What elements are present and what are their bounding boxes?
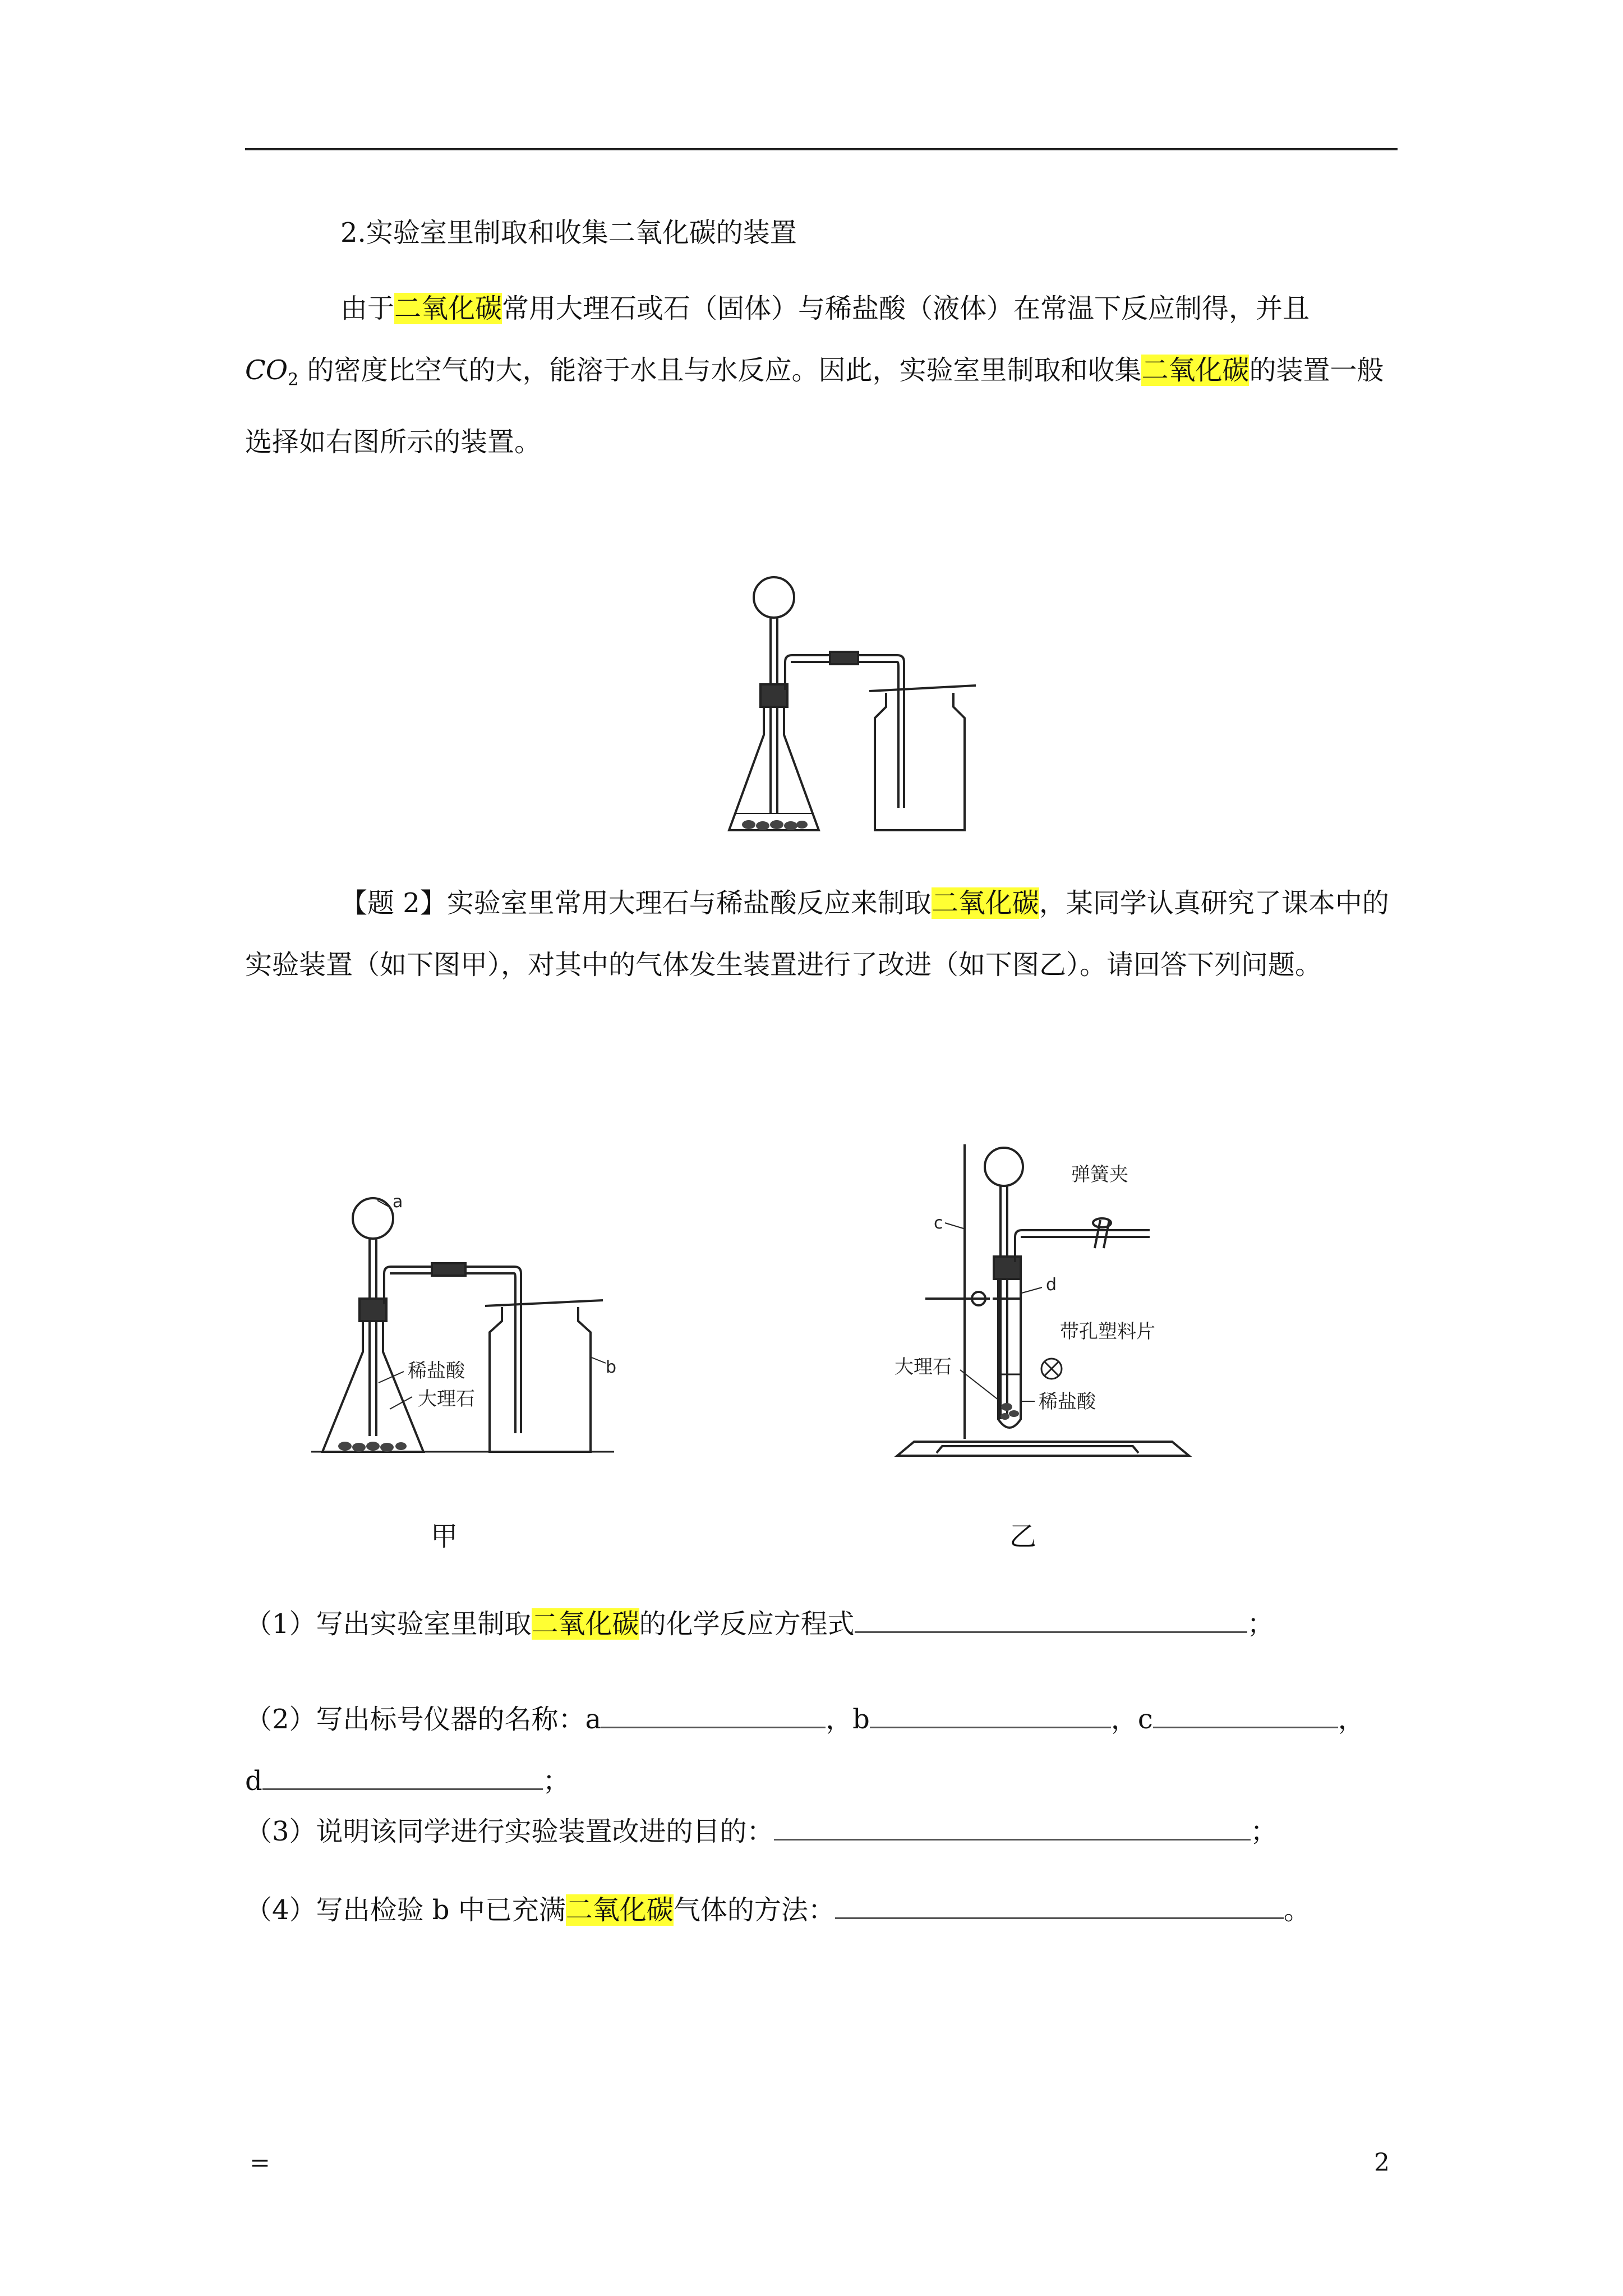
header-rule [245, 148, 1398, 150]
label-acid: 稀盐酸 [1039, 1391, 1096, 1413]
answer-blank-a[interactable] [601, 1706, 826, 1728]
section-heading: 2.实验室里制取和收集二氧化碳的装置 [340, 217, 797, 249]
answer-blank[interactable] [774, 1819, 1251, 1841]
answer-blank[interactable] [855, 1611, 1247, 1633]
page-number: 2 [1374, 2148, 1390, 2177]
question-part-2: （2）写出标号仪器的名称：a ，b ，c ， d ； [245, 1704, 1365, 1797]
label-marble: 大理石 [895, 1356, 952, 1378]
caption-yi: 乙 [1009, 1521, 1037, 1552]
apparatus-figure-jia [311, 1184, 617, 1464]
highlight: 二氧化碳 [394, 293, 502, 324]
highlight: 二氧化碳 [1141, 355, 1249, 386]
highlight: 二氧化碳 [565, 1894, 674, 1926]
question-part-4: （4）写出检验 b 中已充满二氧化碳气体的方法： 。 [245, 1894, 1311, 1926]
caption-jia: 甲 [431, 1521, 458, 1552]
label-acid: 稀盐酸 [408, 1360, 465, 1382]
label-plate: 带孔塑料片 [1060, 1320, 1155, 1343]
label-a: a [393, 1192, 403, 1212]
label-c: c [934, 1213, 943, 1233]
apparatus-figure-yi [892, 1139, 1195, 1470]
label-clip: 弹簧夹 [1071, 1163, 1128, 1186]
apparatus-figure-1 [723, 567, 993, 841]
answer-blank-d[interactable] [262, 1768, 543, 1790]
footer-mark: = [250, 2148, 270, 2177]
label-d: d [1046, 1275, 1057, 1295]
question-2: 【题 2】实验室里常用大理石与稀盐酸反应来制取二氧化碳，某同学认真研究了课本中的实验装置（如下图甲），对其中的气体发生装置进行了改进（如下图乙）。请回答下列问题。 [245, 887, 1389, 981]
label-b: b [606, 1358, 617, 1377]
question-part-1: （1）写出实验室里制取二氧化碳的化学反应方程式 ； [245, 1608, 1274, 1640]
highlight: 二氧化碳 [931, 887, 1039, 919]
answer-blank-b[interactable] [870, 1706, 1111, 1728]
intro-paragraph: 由于二氧化碳常用大理石或石（固体）与稀盐酸（液体）在常温下反应制得，并且 $CO_2$ 的密度比空气的大，能溶于水且与水反应。因此，实验室里制取和收集二氧化碳的装置一般选择如右图所示的装置。 [245, 293, 1384, 458]
co2-formula: $CO_2$ [245, 355, 299, 390]
question-part-3: （3）说明该同学进行实验装置改进的目的： ； [245, 1816, 1278, 1847]
answer-blank[interactable] [835, 1897, 1284, 1919]
answer-blank-c[interactable] [1153, 1706, 1338, 1728]
label-marble: 大理石 [418, 1388, 475, 1410]
highlight: 二氧化碳 [531, 1608, 639, 1640]
